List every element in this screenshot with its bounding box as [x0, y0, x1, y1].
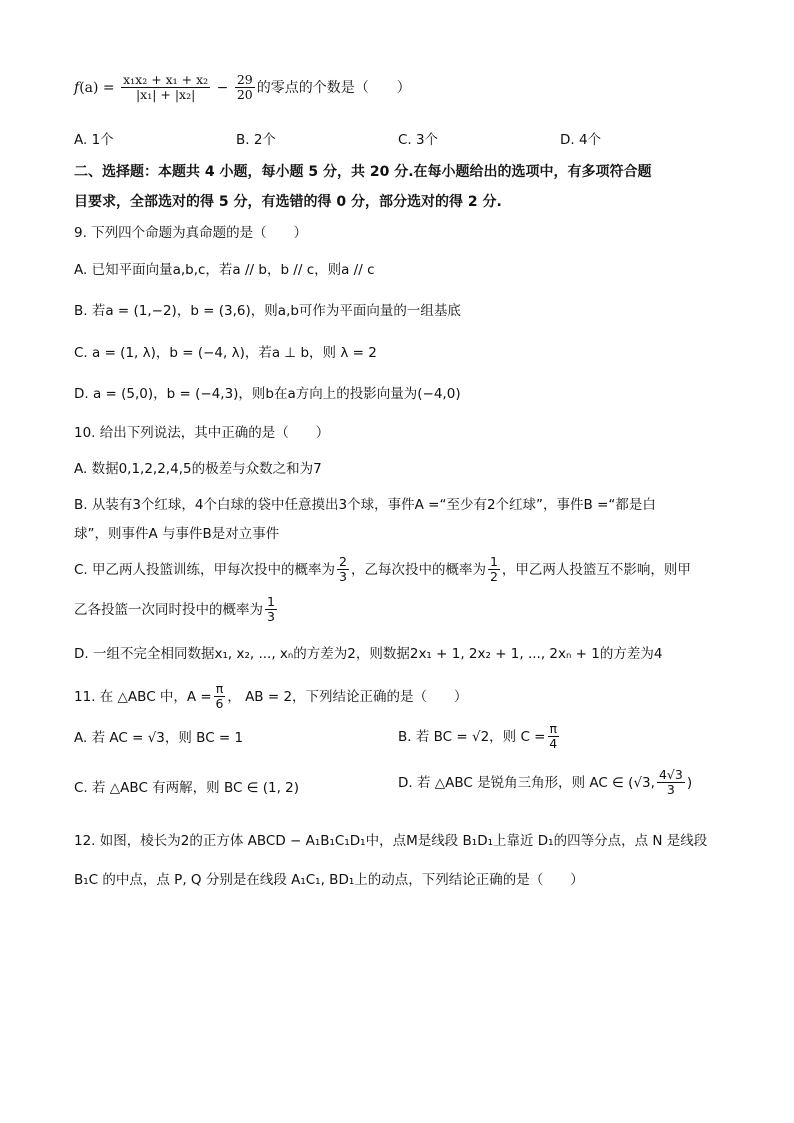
q10c-mid: ，乙每次投中的概率为: [350, 561, 486, 578]
q10c-frac-yi: [488, 555, 500, 585]
q11b-pre: B. 若 BC = √2，则 C =: [398, 728, 546, 745]
section-header-line2: 目要求，全部选对的得 5 分，有选错的得 0 分，部分选对的得 2 分.: [74, 194, 502, 210]
q11-frac-angle: [214, 682, 226, 712]
q9-option-b: B. 若a = (1,−2)，b = (3,6)，则a,b可作为平面向量的一组基底: [74, 303, 461, 319]
q10c-frac-jia: [337, 555, 349, 585]
q11b-frac-den: 4: [549, 736, 558, 752]
q8-const-den: 20: [236, 87, 253, 103]
q8-fraction-const: [235, 73, 255, 103]
q8-func-arg: (a) =: [79, 79, 115, 96]
q8-func-name: f: [74, 79, 80, 96]
q10-option-b-line2: 球”，则事件A 与事件B是对立事件: [74, 526, 280, 542]
q12-stem-line2: B₁C 的中点，点 P, Q 分别是在线段 A₁C₁, BD₁上的动点，下列结论正确的是（ ）: [74, 872, 584, 888]
q11d-frac-num: 4√3: [658, 767, 683, 782]
q11b-frac: [548, 722, 560, 752]
q8-fraction-main: [121, 73, 210, 103]
q11d-post: ): [686, 774, 693, 791]
q10c-pre: C. 甲乙两人投篮训练，甲每次投中的概率为: [74, 561, 336, 578]
q8-frac-num: x₁x₂ + x₁ + x₂: [123, 72, 209, 87]
q8-formula-line: [74, 73, 411, 103]
q10c2-frac-num: 1: [267, 594, 275, 609]
q12-stem-line1: 12. 如图，棱长为2的正方体 ABCD − A₁B₁C₁D₁中，点M是线段 B₁D₁上靠近 D₁的四等分点，点 N 是线段: [74, 833, 708, 849]
q10c-frac-jia-num: 2: [339, 554, 347, 569]
q11-stem-post: ， AB = 2，下列结论正确的是（ ）: [227, 688, 468, 705]
q11-stem-pre: 11. 在 △ABC 中，A =: [74, 688, 212, 705]
q8-question-tail: 的零点的个数是（ ）: [256, 79, 411, 96]
q8-option-a: A. 1个: [74, 132, 114, 148]
q9-option-c: C. a = (1, λ)，b = (−4, λ)，若a ⊥ b，则 λ = 2: [74, 345, 377, 361]
q8-option-d: D. 4个: [560, 132, 602, 148]
q8-minus: −: [216, 79, 229, 96]
q9-option-a: A. 已知平面向量a,b,c，若a // b，b // c，则a // c: [74, 262, 375, 278]
q10-option-c-line1: [74, 555, 691, 585]
section-header-line1: 二、选择题：本题共 4 小题，每小题 5 分，共 20 分.在每小题给出的选项中，有多项符合题: [74, 164, 652, 180]
q11-option-b: [398, 722, 561, 752]
q10-option-a: A. 数据0,1,2,2,4,5的极差与众数之和为7: [74, 461, 322, 477]
q10-option-b-line1: B. 从装有3个红球，4个白球的袋中任意摸出3个球，事件A =“至少有2个红球”，事件B =“都是白: [74, 497, 656, 513]
q11-option-d: [398, 768, 692, 798]
q10-stem: 10. 给出下列说法，其中正确的是（ ）: [74, 425, 330, 441]
q11-frac-den: 6: [215, 696, 224, 712]
q9-stem: 9. 下列四个命题为真命题的是（ ）: [74, 225, 308, 241]
q9-option-d: D. a = (5,0)，b = (−4,3)，则b在a方向上的投影向量为(−4,0): [74, 386, 461, 402]
q11-option-a: A. 若 AC = √3，则 BC = 1: [74, 730, 244, 746]
q10c2-frac: [265, 595, 277, 625]
q10c-post: ，甲乙两人投篮互不影响，则甲: [501, 561, 691, 578]
q11d-pre: D. 若 △ABC 是锐角三角形，则 AC ∈ (√3,: [398, 774, 655, 791]
q11-frac-num: π: [215, 681, 224, 696]
q10c2-pre: 乙各投篮一次同时投中的概率为: [74, 601, 263, 618]
q10c-frac-jia-den: 3: [339, 569, 347, 585]
q8-option-b: B. 2个: [236, 132, 276, 148]
q8-const-num: 29: [236, 72, 253, 87]
q10c-frac-yi-num: 1: [489, 554, 498, 569]
q11-option-c: C. 若 △ABC 有两解，则 BC ∈ (1, 2): [74, 780, 300, 796]
q10c-frac-yi-den: 2: [489, 569, 498, 585]
q11-stem: [74, 682, 468, 712]
q8-frac-den: |x₁| + |x₂|: [135, 87, 196, 103]
q11b-frac-num: π: [549, 721, 558, 736]
q11d-frac-den: 3: [666, 782, 675, 798]
q10-option-d: D. 一组不完全相同数据x₁, x₂, ..., xₙ的方差为2，则数据2x₁ + 1, 2x₂ + 1, ..., 2xₙ + 1的方差为4: [74, 646, 663, 662]
q11d-frac: [657, 768, 685, 798]
q8-option-c: C. 3个: [398, 132, 439, 148]
q10c2-frac-den: 3: [267, 609, 275, 625]
q10-option-c-line2: [74, 595, 279, 625]
